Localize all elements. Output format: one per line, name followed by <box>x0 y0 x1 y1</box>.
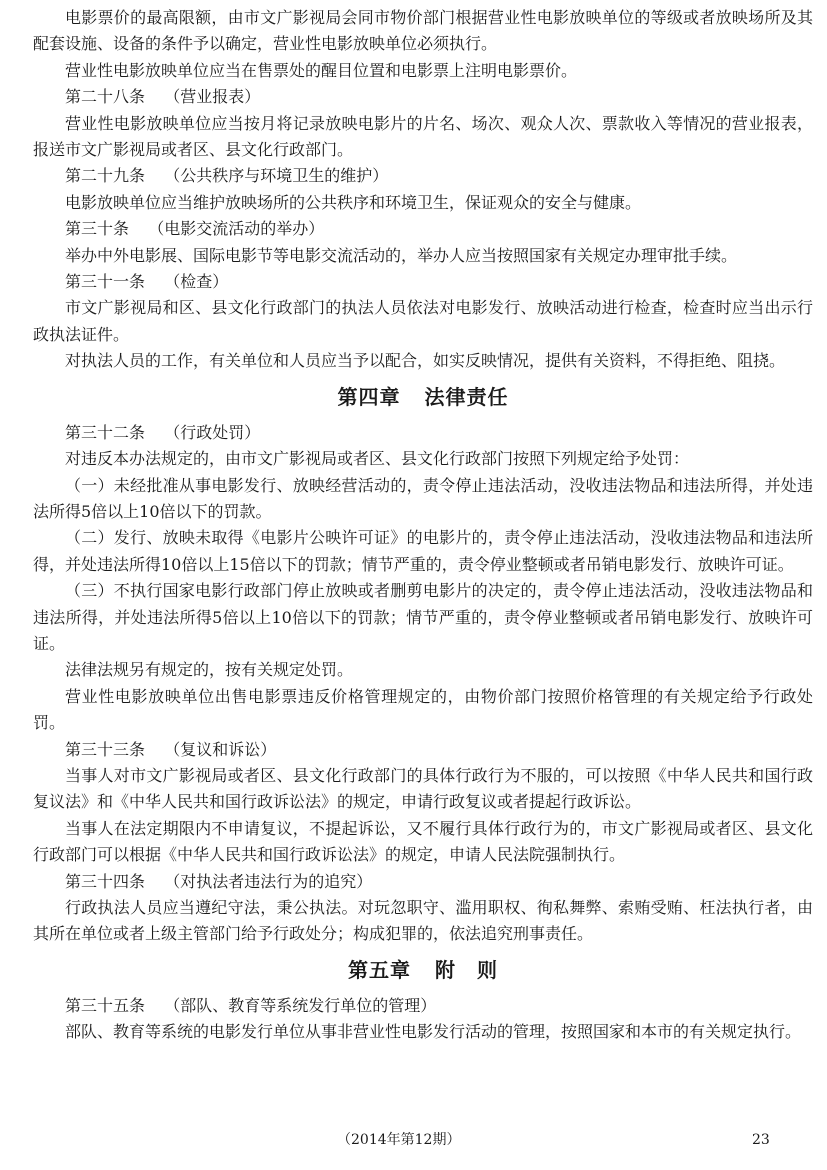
chapter-title: 法律责任 <box>424 384 509 409</box>
paragraph: 举办中外电影展、国际电影节等电影交流活动的，举办人应当按照国家有关规定办理审批手续。 <box>65 245 738 265</box>
article-number: 第二十九条 <box>65 166 146 186</box>
article-title: （营业报表） <box>164 87 261 107</box>
article-number: 第三十五条 <box>65 995 146 1015</box>
article-number: 第三十条 <box>65 219 130 239</box>
article-heading-35 <box>33 993 813 1019</box>
article-number: 第二十八条 <box>65 87 146 107</box>
article-heading-30 <box>33 216 813 242</box>
paragraph: 营业性电影放映单位应当按月将记录放映电影片的片名、场次、观众人次、票款收入等情况的营业报表，报送市文广影视局或者区、县文化行政部门。 <box>33 113 813 160</box>
issue-label: （2014年第12期） <box>337 1132 461 1148</box>
article-title: （复议和诉讼） <box>164 739 277 759</box>
document-body <box>33 5 813 1046</box>
paragraph: 电影放映单位应当维护放映场所的公共秩序和环境卫生，保证观众的安全与健康。 <box>65 192 642 212</box>
chapter-heading-4 <box>33 385 813 409</box>
article-heading-33 <box>33 737 813 763</box>
paragraph: 营业性电影放映单位应当在售票处的醒目位置和电影票上注明电影票价。 <box>65 60 578 80</box>
article-title: （检查） <box>164 272 229 292</box>
article-number: 第三十三条 <box>65 739 146 759</box>
article-title: （对执法者违法行为的追究） <box>164 871 373 891</box>
article-title: （行政处罚） <box>164 422 261 442</box>
paragraph: （一）未经批准从事电影发行、放映经营活动的，责令停止违法活动，没收违法物品和违法所得，并处违法所得5倍以上10倍以下的罚款。 <box>33 475 813 521</box>
paragraph: （二）发行、放映未取得《电影片公映许可证》的电影片的，责令停止违法活动，没收违法物品和违法所得，并处违法所得10倍以上15倍以下的罚款；情节严重的，责令停业整顿或者吊销电影发行、放映许可证。 <box>33 528 813 574</box>
paragraph: （三）不执行国家电影行政部门停止放映或者删剪电影片的决定的，责令停止违法活动，没收违法物品和违法所得，并处违法所得5倍以上10倍以下的罚款；情节严重的，责令停业整顿或者吊销电影发行、放映许可证。 <box>33 581 813 653</box>
paragraph: 营业性电影放映单位出售电影票违反价格管理规定的，由物价部门按照价格管理的有关规定给予行政处罚。 <box>33 686 813 733</box>
paragraph: 当事人在法定期限内不申请复议，不提起诉讼，又不履行具体行政行为的，市文广影视局或者区、县文化行政部门可以根据《中华人民共和国行政诉讼法》的规定，申请人民法院强制执行。 <box>33 818 813 865</box>
paragraph: 电影票价的最高限额，由市文广影视局会同市物价部门根据营业性电影放映单位的等级或者放映场所及其配套设施、设备的条件予以确定，营业性电影放映单位必须执行。 <box>33 8 813 54</box>
article-heading-34 <box>33 869 813 895</box>
article-heading-31 <box>33 269 813 295</box>
chapter-title: 附 则 <box>435 957 498 982</box>
chapter-number: 第五章 <box>348 957 411 982</box>
paragraph: 部队、教育等系统的电影发行单位从事非营业性电影发行活动的管理，按照国家和本市的有关规定执行。 <box>65 1022 802 1042</box>
chapter-heading-5 <box>33 958 813 982</box>
paragraph: 对执法人员的工作，有关单位和人员应当予以配合，如实反映情况，提供有关资料，不得拒绝、阻挠。 <box>65 351 786 371</box>
paragraph: 市文广影视局和区、县文化行政部门的执法人员依法对电影发行、放映活动进行检查，检查时应当出示行政执法证件。 <box>33 298 813 344</box>
article-title: （电影交流活动的举办） <box>148 219 325 239</box>
article-number: 第三十一条 <box>65 272 146 292</box>
paragraph: 行政执法人员应当遵纪守法，秉公执法。对玩忽职守、滥用职权、徇私舞弊、索贿受贿、枉法执行者，由其所在单位或者上级主管部门给予行政处分；构成犯罪的，依法追究刑事责任。 <box>33 898 813 944</box>
article-number: 第三十四条 <box>65 871 146 891</box>
article-title: （部队、教育等系统发行单位的管理） <box>164 995 437 1015</box>
article-title: （公共秩序与环境卫生的维护） <box>164 166 389 186</box>
paragraph: 当事人对市文广影视局或者区、县文化行政部门的具体行政行为不服的，可以按照《中华人民共和国行政复议法》和《中华人民共和国行政诉讼法》的规定，申请行政复议或者提起行政诉讼。 <box>33 765 813 812</box>
paragraph: 法律法规另有规定的，按有关规定处罚。 <box>65 660 354 680</box>
article-heading-28 <box>33 84 813 110</box>
chapter-number: 第四章 <box>337 384 401 409</box>
article-heading-32 <box>33 420 813 446</box>
article-number: 第三十二条 <box>65 422 146 442</box>
article-heading-29 <box>33 163 813 189</box>
paragraph: 对违反本办法规定的，由市文广影视局或者区、县文化行政部门按照下列规定给予处罚： <box>65 449 690 469</box>
page-number: 23 <box>752 1132 770 1148</box>
